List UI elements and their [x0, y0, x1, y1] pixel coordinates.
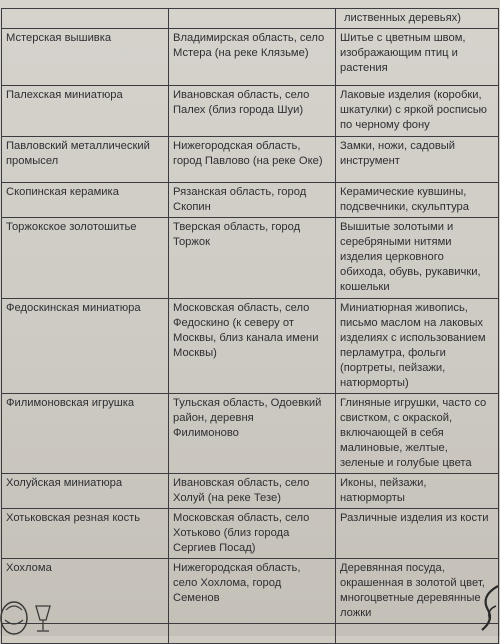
- table-row: [2, 394, 499, 474]
- craft-name-cell: Хохлома: [2, 559, 169, 624]
- products-cell: Вышитые золотыми и серебряными нитями изделия церковного обихода, обувь, рукавички, кошельки: [336, 218, 499, 299]
- table-row: [2, 474, 499, 509]
- products-cell: Керамические кувшины, подсвечники, скульптура: [336, 183, 499, 218]
- region-cell: Владимирская область, село Мстера (на реке Клязьме): [169, 29, 336, 86]
- region-cell: Рязанская область, город Скопин: [169, 183, 336, 218]
- region-cell: Тульская область, Одоевкий район, деревня Филимоново: [169, 394, 336, 474]
- table-row: [2, 29, 499, 86]
- region-cell: Московская область, село Федоскино (к северу от Москвы, близ канала имени Москвы): [169, 299, 336, 394]
- region-cell: Московская область, село Хотьково (близ города Сергиев Посад): [169, 509, 336, 559]
- table-row: [2, 137, 499, 183]
- craft-name-cell: Палехская миниатюра: [2, 86, 169, 137]
- craft-name-cell: Мстерская вышивка: [2, 29, 169, 86]
- table-row: [2, 559, 499, 624]
- region-cell: Нижегородская область, город Павлово (на реке Оке): [169, 137, 336, 183]
- products-cell: Шитье с цветным швом, изображающим птиц и растения: [336, 29, 499, 86]
- table-row: [2, 624, 499, 644]
- region-cell: Ивановская область, село Палех (близ города Шуи): [169, 86, 336, 137]
- crafts-table: [1, 8, 499, 644]
- table-row: [2, 509, 499, 559]
- region-cell: Ивановская область, село Холуй (на реке Тезе): [169, 474, 336, 509]
- products-cell: Миниатюрная живопись, письмо маслом на лаковых изделиях с использованием перламутра, фольги (портреты, пейзажи, натюрморты): [336, 299, 499, 394]
- craft-name-cell: Хотьковская резная кость: [2, 509, 169, 559]
- region-cell: [169, 9, 336, 29]
- craft-name-cell: [2, 9, 169, 29]
- craft-name-cell: Скопинская керамика: [2, 183, 169, 218]
- products-cell: Деревянная посуда, окрашенная в золотой цвет, многоцветные деревянные ложки: [336, 559, 499, 624]
- table-row: [2, 183, 499, 218]
- craft-name-cell: Федоскинская миниатюра: [2, 299, 169, 394]
- table-row: [2, 218, 499, 299]
- craft-name-cell: [2, 624, 169, 644]
- products-cell: [336, 624, 499, 644]
- craft-name-cell: Холуйская миниатюра: [2, 474, 169, 509]
- products-cell: Иконы, пейзажи, натюрморты: [336, 474, 499, 509]
- table-row: [2, 86, 499, 137]
- products-cell: Замки, ножи, садовый инструмент: [336, 137, 499, 183]
- craft-name-cell: Торжокское золотошитье: [2, 218, 169, 299]
- region-cell: Тверская область, город Торжок: [169, 218, 336, 299]
- craft-name-cell: Филимоновская игрушка: [2, 394, 169, 474]
- products-cell: Лаковые изделия (коробки, шкатулки) с яркой росписью по черному фону: [336, 86, 499, 137]
- products-cell: Глиняные игрушки, часто со свистком, с окраской, включающей в себя малиновые, желтые, зеленые и голубые цвета: [336, 394, 499, 474]
- products-cell: лиственных деревьях): [336, 9, 499, 29]
- region-cell: [169, 624, 336, 644]
- products-cell: Различные изделия из кости: [336, 509, 499, 559]
- table-row: [2, 299, 499, 394]
- region-cell: Нижегородская область, село Хохлома, город Семенов: [169, 559, 336, 624]
- table-row: [2, 9, 499, 29]
- craft-name-cell: Павловский металлический промысел: [2, 137, 169, 183]
